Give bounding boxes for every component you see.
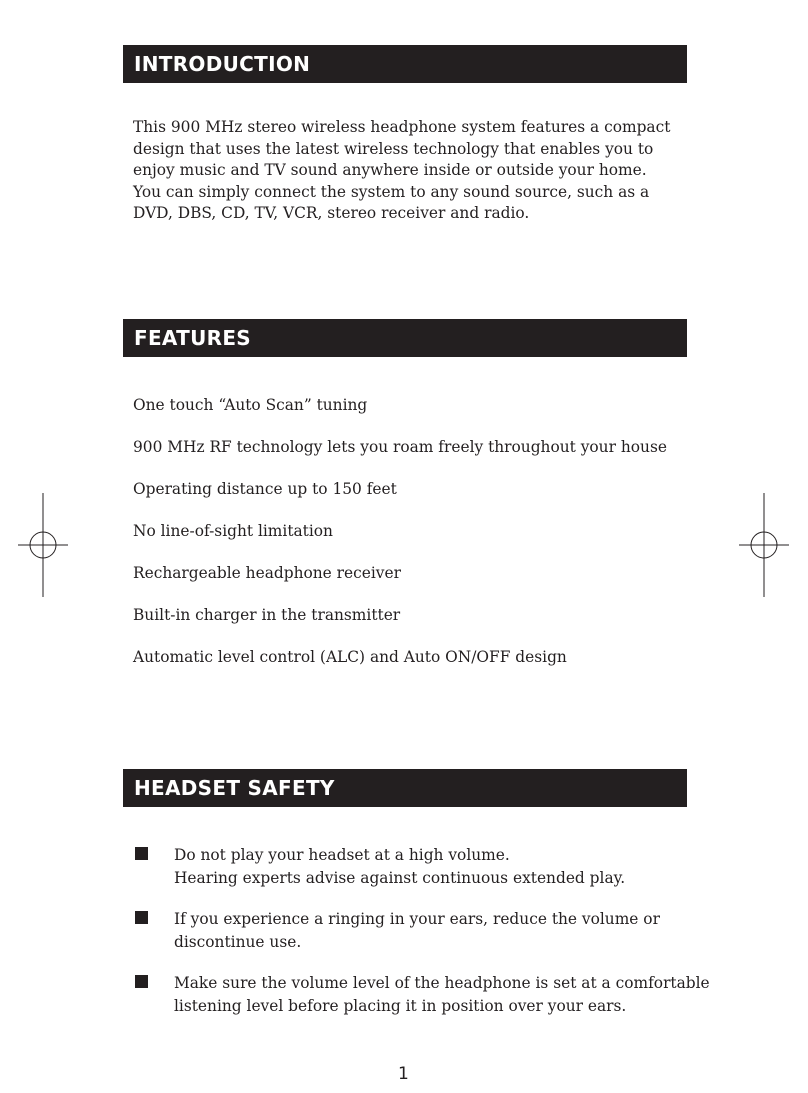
- safety-bullet-line: listening level before placing it in position over your ears.: [174, 996, 627, 1015]
- feature-item: Automatic level control (ALC) and Auto ON/OFF design: [133, 648, 567, 666]
- registration-mark-right: [739, 493, 789, 597]
- introduction-line: DVD, DBS, CD, TV, VCR, stereo receiver and radio.: [133, 204, 530, 222]
- introduction-paragraph: [133, 117, 693, 225]
- feature-item: Rechargeable headphone receiver: [133, 564, 401, 582]
- safety-bullet-line: discontinue use.: [174, 932, 302, 951]
- safety-bullet-line: Make sure the volume level of the headphone is set at a comfortable: [174, 974, 710, 992]
- introduction-line: You can simply connect the system to any sound source, such as a: [133, 182, 650, 201]
- square-bullet-icon: [135, 847, 148, 860]
- section-heading-headset-safety: HEADSET SAFETY: [123, 769, 687, 807]
- feature-item: One touch “Auto Scan” tuning: [133, 396, 368, 414]
- safety-bullet-line: If you experience a ringing in your ears, reduce the volume or: [174, 910, 660, 928]
- page-number: 1: [398, 1064, 409, 1084]
- feature-item: 900 MHz RF technology lets you roam freely throughout your house: [133, 438, 667, 456]
- safety-bullet-text: [174, 972, 710, 1017]
- safety-bullet-line: Do not play your headset at a high volume.: [174, 846, 510, 864]
- feature-item: Built-in charger in the transmitter: [133, 606, 401, 624]
- section-heading-features: FEATURES: [123, 319, 687, 357]
- registration-mark-left: [18, 493, 68, 597]
- square-bullet-icon: [135, 911, 148, 924]
- introduction-line: design that uses the latest wireless technology that enables you to: [133, 139, 654, 158]
- square-bullet-icon: [135, 975, 148, 988]
- introduction-line: This 900 MHz stereo wireless headphone system features a compact: [133, 118, 671, 136]
- introduction-line: enjoy music and TV sound anywhere inside or outside your home.: [133, 161, 647, 179]
- feature-item: No line-of-sight limitation: [133, 522, 333, 540]
- safety-bullet-line: Hearing experts advise against continuous extended play.: [174, 868, 626, 887]
- safety-bullet-text: [174, 844, 625, 889]
- safety-bullet-text: [174, 908, 660, 953]
- section-heading-introduction: INTRODUCTION: [123, 45, 687, 83]
- feature-item: Operating distance up to 150 feet: [133, 480, 397, 498]
